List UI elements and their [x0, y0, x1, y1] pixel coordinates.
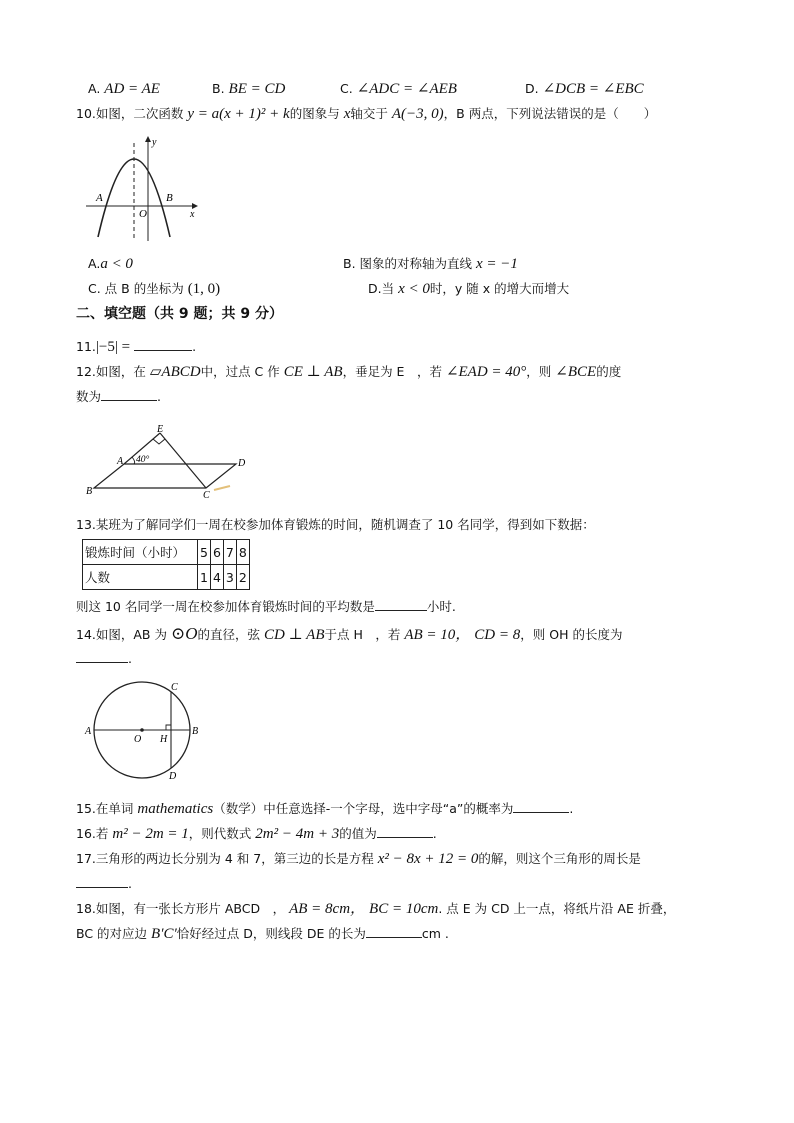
fig-d-label: D: [169, 771, 177, 782]
fig-b-label: B: [86, 486, 93, 497]
fig-c-label: C: [171, 682, 178, 693]
table-cell: 8: [236, 540, 249, 565]
q18-answer-blank[interactable]: [366, 925, 422, 938]
fig-o-label: O: [139, 208, 147, 220]
fig-y-label: y: [152, 137, 157, 148]
q15-answer-blank[interactable]: [513, 800, 569, 813]
table-row-header: 锻炼时间（小时）: [83, 540, 198, 565]
table-cell: 6: [210, 540, 223, 565]
fig-o-label: O: [134, 734, 142, 745]
q16-answer-blank[interactable]: [377, 825, 433, 838]
table-row: [83, 540, 250, 565]
q9-option-c: C. ∠ADC = ∠AEB: [340, 81, 457, 97]
q17-line2: .: [76, 875, 132, 893]
q13-answer-blank[interactable]: [375, 598, 427, 611]
q9-option-b: B. BE = CD: [212, 81, 286, 97]
q9-option-d: D. ∠DCB = ∠EBC: [525, 81, 644, 97]
q10-option-d: D.当 x < 0时，y 随 x 的增大而增大: [368, 281, 570, 297]
q10-parabola-figure: [82, 133, 204, 243]
q17-answer-blank[interactable]: [76, 875, 128, 888]
q14-line1: 14.如图，AB 为 ⊙O的直径，弦 CD ⊥ AB于点 H ，若 AB = 10， CD = 8，则 OH 的长度为: [76, 624, 623, 643]
q15: 15.在单词 mathematics（数学）中任意选择-一个字母，选中字母“a”的概率为 .: [76, 801, 574, 817]
q10-option-c: C. 点 B 的坐标为 (1, 0): [88, 281, 221, 297]
table-cell: 4: [210, 565, 223, 590]
table-cell: 1: [198, 565, 211, 590]
q17-line1: 17.三角形的两边长分别为 4 和 7，第三边的长是方程 x² − 8x + 12 = 0的解，则这个三角形的周长是: [76, 851, 641, 867]
fig-c-label: C: [203, 490, 210, 501]
q11: 11.|−5| = .: [76, 339, 197, 355]
q13-stem: 13.某班为了解同学们一周在校参加体育锻炼的时间，随机调查了 10 名同学，得到如下数据：: [76, 517, 595, 532]
q12-line2: 数为 .: [76, 389, 161, 404]
fig-a-label: A: [96, 192, 103, 204]
fig-angle-label: 40°: [136, 455, 150, 465]
q14-line2: .: [76, 650, 132, 668]
table-cell: 3: [223, 565, 236, 590]
q14-circle-figure: [84, 676, 206, 784]
fig-h-label: H: [160, 734, 168, 745]
q10-option-b: B. 图象的对称轴为直线 x = −1: [343, 256, 518, 272]
section-fill-in-heading: 二、填空题（共 9 题；共 9 分）: [76, 306, 283, 322]
fig-a-label: A: [117, 456, 124, 467]
q18-line2: BC 的对应边 B′C′恰好经过点 D，则线段 DE 的长为 cm .: [76, 926, 449, 942]
table-cell: 7: [223, 540, 236, 565]
fig-x-label: x: [190, 209, 195, 220]
table-row: [83, 565, 250, 590]
table-cell: 5: [198, 540, 211, 565]
fig-b-label: B: [166, 192, 173, 204]
q16: 16.若 m² − 2m = 1，则代数式 2m² − 4m + 3的值为 .: [76, 826, 437, 842]
fig-e-label: E: [157, 424, 164, 435]
table-cell: 2: [236, 565, 249, 590]
q11-answer-blank[interactable]: [134, 338, 192, 351]
table-row-header: 人数: [83, 565, 198, 590]
q12-line1: 12.如图，在 ▱ABCD中，过点 C 作 CE ⊥ AB，垂足为 E ，若 ∠EAD = 40°，则 ∠BCE的度: [76, 364, 622, 380]
q18-line1: 18.如图，有一张长方形片 ABCD ， AB = 8cm， BC = 10cm. 点 E 为 CD 上一点，将纸片沿 AE 折叠，: [76, 901, 676, 917]
q10-stem: 10.如图，二次函数 y = a(x + 1)² + k的图象与 x轴交于 A(−3, 0)，B 两点，下列说法错误的是（ ）: [76, 106, 657, 122]
q9-option-a: A. AD = AE: [88, 81, 160, 97]
fig-a-label: A: [85, 726, 92, 737]
fig-b-label: B: [192, 726, 199, 737]
q13-data-table: [82, 539, 250, 590]
q10-option-a: A.a < 0: [88, 256, 133, 272]
q12-answer-blank[interactable]: [101, 388, 157, 401]
fig-d-label: D: [238, 458, 246, 469]
q13-question: 则这 10 名同学一周在校参加体育锻炼时间的平均数是 小时.: [76, 599, 456, 614]
q14-answer-blank[interactable]: [76, 650, 128, 663]
q12-parallelogram-figure: [84, 424, 244, 504]
